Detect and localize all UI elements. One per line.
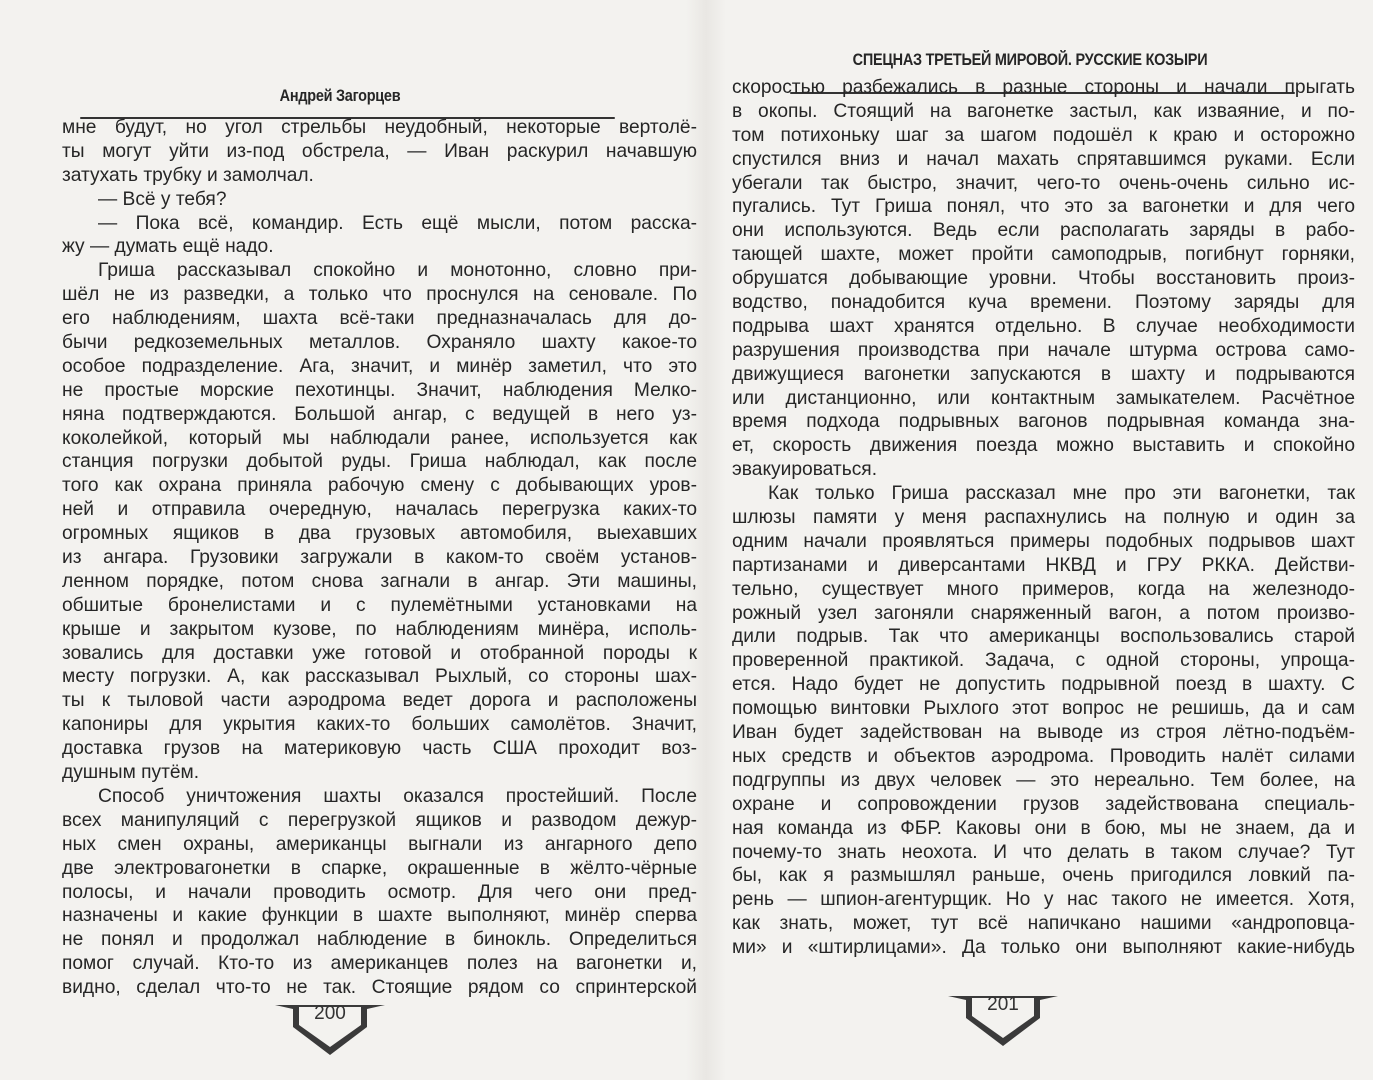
text-line: мне будут, но угол стрельбы неудобный, некоторые вертолё- — [62, 117, 697, 138]
text-line: бы, как я размышлял раньше, очень пригодился ловкий па- — [732, 865, 1355, 887]
text-line: Гриша рассказывал спокойно и монотонно, словно при- — [98, 260, 697, 282]
text-line: время подхода подрывных вагонов подрывная команда зна- — [732, 411, 1355, 433]
text-line: жу — думать ещё надо. — [62, 236, 274, 258]
text-line: ная команда из ФБР. Каковы они в бою, мы не знаем, да и — [732, 817, 1355, 839]
text-line: ет, скорость движения поезда можно выставить и спокойно — [732, 435, 1355, 457]
text-line: ней и отправила очередную, началась перегрузка каких-то — [62, 499, 697, 521]
text-line: станция погрузки добытой руды. Гриша наблюдал, как после — [62, 451, 697, 473]
text-line: тающей шахте, может пройти самоподрыв, погибнут горняки, — [732, 244, 1355, 266]
text-line: разрушения производства при начале штурма острова само- — [732, 339, 1355, 361]
text-line: бычи редкоземельных металлов. Охраняло шахту какое-то — [62, 332, 697, 354]
text-line: водство, понадобится куча времени. Поэтому заряды для — [732, 292, 1355, 314]
text-line: в окопы. Стоящий на вагонетке застыл, как изваяние, и по- — [732, 100, 1355, 122]
text-line: — Пока всё, командир. Есть ещё мысли, потом расска- — [98, 212, 697, 234]
text-line: дили подрыв. Так что американцы воспользовались старой — [732, 626, 1355, 648]
text-line: или дистанционно, или контактным замыкателем. Расчётное — [732, 387, 1355, 409]
text-line: партизанами и диверсантами НКВД и ГРУ РККА. Действи- — [732, 554, 1355, 576]
text-line: душным путём. — [62, 762, 200, 784]
text-line: месту погрузки. А, как рассказывал Рыхлый, со стороны шах- — [62, 666, 697, 688]
text-line: помог случай. Кто-то из американцев полез на вагонетки и, — [62, 953, 697, 975]
text-line: они используются. Ведь если располагать заряды в рабо- — [732, 220, 1355, 242]
text-line: капониры для укрытия каких-то больших самолётов. Значит, — [62, 714, 697, 736]
running-header-author: Андрей Загорцев — [279, 86, 401, 105]
text-line: не понял и продолжал наблюдение в бинокль. Определиться — [62, 929, 697, 951]
text-line: Иван будет задействован на выводе из строя лётно-подъём- — [732, 722, 1355, 744]
text-line: ется. Надо будет не допустить подрывной поезд в шахту. С — [732, 674, 1355, 696]
text-line: Как только Гриша рассказал мне про эти вагонетки, так — [768, 483, 1355, 505]
text-line: ленном порядке, потом снова загнали в ангар. Эти машины, — [62, 570, 697, 592]
text-line: почему-то знать неохота. И что делать в таком случае? Тут — [732, 841, 1355, 863]
text-line: особое подразделение. Ага, значит, и минёр заметил, что это — [62, 355, 697, 377]
text-line: Способ уничтожения шахты оказался простейший. После — [98, 785, 697, 807]
text-line: доставка грузов на материковую часть США проходит воз- — [62, 738, 697, 760]
text-line: шёл не из разведки, а только что проснулся на сеновале. По — [62, 284, 697, 306]
text-line: полосы, и начали проводить осмотр. Для чего они пред- — [62, 881, 697, 903]
text-line: ты к тыловой части аэродрома ведет дорога и расположены — [62, 690, 697, 712]
page-number-badge — [275, 997, 385, 1057]
text-line: шлюзы памяти у меня распахнулись на полную и один за — [732, 507, 1355, 529]
text-line: тельно, существует много примеров, когда на железнодо- — [732, 578, 1355, 600]
text-line: обшитые бронелистами и с пулемётными установками на — [62, 594, 697, 616]
text-line: охране и сопровождении грузов задействована специаль- — [732, 793, 1355, 815]
text-line: всех манипуляций с перегрузкой ящиков и разводом дежур- — [62, 809, 697, 831]
text-line: крыше и закрытом кузове, по наблюдениям минёра, исполь- — [62, 618, 697, 640]
text-line: пугались. Тут Гриша понял, что это за вагонетки и для чего — [732, 196, 1355, 218]
text-line: подрыва шахт хранятся отдельно. В случае необходимости — [732, 315, 1355, 337]
text-line: не простые морские пехотинцы. Значит, наблюдения Мелко- — [62, 379, 697, 401]
running-header-title: СПЕЦНАЗ ТРЕТЬЕЙ МИРОВОЙ. РУССКИЕ КОЗЫРИ — [852, 50, 1208, 69]
text-line: спустился вниз и начал махать спрятавшимся руками. Если — [732, 148, 1355, 170]
text-line: одним начали проявляться примеры подобных подрывов шахт — [732, 530, 1355, 552]
text-line: ных средств и объектов аэродрома. Проводить налёт силами — [732, 745, 1355, 767]
text-line: зовались для доставки уже готовой и отобранной породы к — [62, 642, 697, 664]
body-text — [62, 116, 697, 1000]
body-text — [732, 76, 1355, 960]
text-line: ты могут уйти из-под обстрела, — Иван раскурил начавшую — [62, 140, 697, 162]
text-line: рень — шпион-агентурщик. Но у нас такого не имеется. Хотя, — [732, 889, 1355, 911]
page-number: 200 — [314, 1003, 346, 1024]
text-line: видно, сделал что-то не так. Стоящие рядом со спринтерской — [62, 977, 697, 999]
text-line: движущиеся вагонетки запускаются в шахту и подрываются — [732, 363, 1355, 385]
text-line: проверенной практикой. Задача, с одной стороны, упроща- — [732, 650, 1355, 672]
text-line: няна подтверждаются. Большой ангар, с ведущей в него уз- — [62, 403, 697, 425]
text-line: том потихоньку шаг за шагом подошёл к краю и осторожно — [732, 124, 1355, 146]
text-line: ных смен охраны, американцы выгнали из ангарного депо — [62, 833, 697, 855]
text-line: помощью винтовки Рыхлого этот вопрос не решишь, да и сам — [732, 698, 1355, 720]
text-line: — Всё у тебя? — [98, 188, 227, 210]
text-line: коколейкой, который мы наблюдали ранее, используется как — [62, 427, 697, 449]
text-line: назначены и какие функции в шахте выполняют, минёр сперва — [62, 905, 697, 927]
text-line: как знать, может, тут всё напичкано нашими «андроповца- — [732, 913, 1355, 935]
text-line: подгруппы из двух человек — это нереально. Тем более, на — [732, 769, 1355, 791]
text-line: из ангара. Грузовики загружали в каком-то своём установ- — [62, 547, 697, 569]
page-number-badge — [948, 988, 1058, 1048]
text-line: скоростью разбежались в разные стороны и начали прыгать — [732, 77, 1355, 98]
text-line: две электровагонетки в спарке, окрашенные в жёлто-чёрные — [62, 857, 697, 879]
text-line: эвакуироваться. — [732, 459, 878, 481]
text-line: огромных ящиков в два грузовых автомобиля, выехавших — [62, 523, 697, 545]
text-line: рожный узел загоняли снаряженный вагон, а потом произво- — [732, 602, 1355, 624]
text-line: его наблюдениям, шахта всё-таки предназначалась для до- — [62, 308, 697, 330]
text-line: затухать трубку и замолчал. — [62, 164, 314, 186]
text-line: убегали так быстро, значит, чего-то очень-очень сильно ис- — [732, 172, 1355, 194]
text-line: обрушатся добывающие уровни. Чтобы восстановить произ- — [732, 268, 1355, 290]
page-number: 201 — [987, 994, 1019, 1015]
text-line: ми» и «штирлицами». Да только они выполняют какие-нибудь — [732, 937, 1355, 959]
text-line: того как охрана приняла рабочую смену с добывающих уров- — [62, 475, 697, 497]
